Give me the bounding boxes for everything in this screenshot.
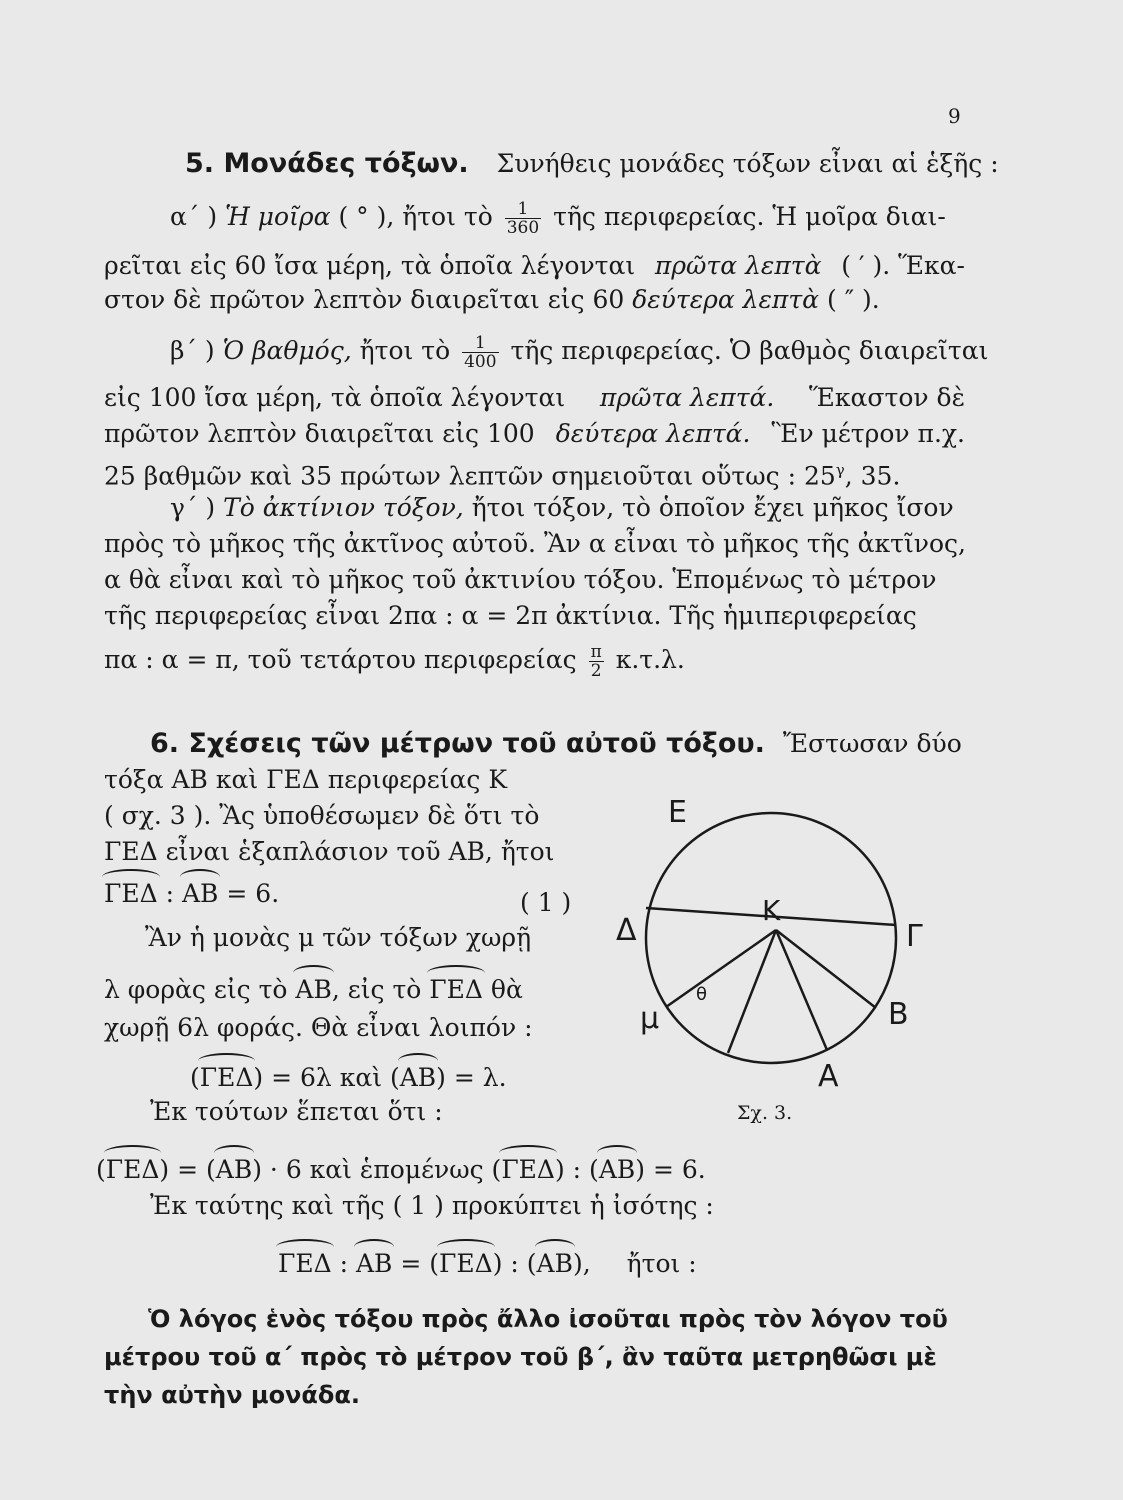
- item-c-line4: τῆς περιφερείας εἶναι 2πα : α = 2π ἀκτίνια. Τῆς ἡμιπεριφερείας: [104, 601, 917, 630]
- fraction-1-360: [505, 200, 541, 237]
- conclusion-line3: τὴν αὐτὴν μονάδα.: [104, 1381, 360, 1409]
- item-a-hotoi: ἤτοι τὸ: [402, 202, 493, 231]
- text: , εἰς τὸ: [331, 975, 422, 1004]
- text: εἰς 100 ἴσα μέρη, τὰ ὁποῖα λέγονται: [104, 383, 566, 412]
- text: ( ″ ).: [827, 285, 880, 314]
- text: στον δὲ πρῶτον λεπτὸν διαιρεῖται εἰς 60: [104, 285, 625, 314]
- item-b-label: β΄ ): [170, 336, 215, 365]
- conclusion-line2: μέτρου τοῦ α΄ πρὸς τὸ μέτρον τοῦ β΄, ἂν ταῦτα μετρηθῶσι μὲ: [104, 1343, 937, 1371]
- figure-caption: Σχ. 3.: [737, 1102, 793, 1124]
- op: =: [400, 1249, 422, 1278]
- op: :: [339, 1249, 349, 1278]
- op: :: [510, 1249, 519, 1278]
- arc-GED: ΓΕΔ: [501, 1155, 555, 1184]
- text: λ φορὰς εἰς τὸ: [104, 975, 288, 1004]
- item-a-term: Ἡ μοῖρα: [225, 202, 331, 231]
- text: ( ′ ). Ἕκα-: [841, 251, 965, 280]
- label-theta: θ: [696, 984, 708, 1005]
- arc-AB: ΑΒ: [182, 879, 219, 908]
- item-c-line5: [104, 643, 685, 680]
- arc-GED: ΓΕΔ: [104, 879, 158, 908]
- radius-K-mu: [666, 930, 776, 1007]
- radius-K-B: [776, 930, 876, 1008]
- item-b-term: Ὁ βαθμός,: [222, 336, 352, 365]
- term: δεύτερα λεπτὰ: [632, 285, 820, 314]
- label-A: Α: [818, 1059, 839, 1094]
- frac-num: 1: [462, 334, 498, 353]
- op: =: [177, 1155, 199, 1184]
- op: = 6.: [226, 879, 280, 908]
- s6-line9: Ἐκ τούτων ἕπεται ὅτι :: [150, 1097, 443, 1126]
- fraction-1-400: [462, 334, 498, 371]
- text: πα : α = π, τοῦ τετάρτου περιφερείας: [104, 645, 577, 674]
- item-a-line1: [170, 200, 965, 237]
- text: θὰ: [490, 975, 523, 1004]
- arc-AB: ΑΒ: [598, 1155, 636, 1184]
- equation-1-tag: ( 1 ): [520, 888, 572, 917]
- equation-4: ΓΕΔ : ΑΒ = (ΓΕΔ) : (ΑΒ), ἤτοι :: [278, 1249, 697, 1278]
- fraction-pi-2: [589, 643, 604, 680]
- item-a-label: α΄ ): [170, 202, 218, 231]
- op: = 6.: [652, 1155, 706, 1184]
- text: · 6 καὶ ἑπομένως: [269, 1155, 484, 1184]
- term: πρῶτα λεπτά.: [599, 383, 775, 412]
- degree-symbol: ( ° ),: [338, 202, 395, 231]
- item-c-line1: [170, 492, 965, 524]
- conclusion-line1: Ὁ λόγος ἑνὸς τόξου πρὸς ἄλλο ἰσοῦται πρὸς τὸν λόγον τοῦ: [148, 1305, 948, 1333]
- frac-num: π: [590, 642, 602, 662]
- term: πρῶτα λεπτὰ: [654, 251, 822, 280]
- s6-line6: [104, 974, 523, 1006]
- item-c-line2: πρὸς τὸ μῆκος τῆς ἀκτῖνος αὐτοῦ. Ἂν α εἶναι τὸ μῆκος τῆς ἀκτῖνος,: [104, 529, 966, 558]
- arc-GED: ΓΕΔ: [199, 1063, 254, 1092]
- equation-1: [104, 878, 279, 910]
- s6-line5: Ἂν ἡ μονὰς μ τῶν τόξων χωρῇ: [145, 923, 532, 952]
- text: ρεῖται εἰς 60 ἴσα μέρη, τὰ ὁποῖα λέγονται: [104, 251, 636, 280]
- op: :: [165, 879, 175, 908]
- frac-num: 1: [505, 200, 541, 219]
- arc-GED: ΓΕΔ: [105, 1155, 160, 1184]
- section5-heading: 5. Μονάδες τόξων.: [185, 148, 469, 179]
- label-E: Ε: [668, 795, 687, 830]
- item-a-line2: [104, 250, 965, 282]
- label-Gamma: Γ: [906, 919, 923, 954]
- item-b-hotoi: ἤτοι τὸ: [359, 336, 451, 365]
- text: , 35.: [844, 461, 901, 491]
- item-c-label: γ΄ ): [170, 493, 216, 522]
- text: = 6λ καὶ: [271, 1063, 383, 1092]
- arc-AB: ΑΒ: [399, 1063, 437, 1092]
- frac-den: 2: [590, 661, 602, 681]
- text: κ.τ.λ.: [615, 645, 685, 674]
- s6-line3: ΓΕΔ εἶναι ἑξαπλάσιον τοῦ ΑΒ, ἤτοι: [104, 837, 555, 866]
- section6-heading-rest: Ἔστωσαν δύο: [782, 729, 962, 758]
- label-K: Κ: [762, 894, 781, 927]
- item-c-rest: ἤτοι τόξον, τὸ ὁποῖον ἔχει μῆκος ἴσον: [471, 493, 954, 522]
- item-a-line3: [104, 284, 880, 316]
- text: Ἕκαστον δὲ: [809, 383, 965, 412]
- item-c-term: Τὸ ἀκτίνιον τόξον,: [223, 493, 464, 522]
- s6-line7: χωρῇ 6λ φοράς. Θὰ εἶναι λοιπόν :: [104, 1013, 533, 1042]
- frac-den: 360: [506, 218, 540, 238]
- arc-AB: ΑΒ: [536, 1249, 573, 1278]
- section6-heading-line: [150, 728, 965, 760]
- label-B: Β: [888, 997, 909, 1032]
- text: πρῶτον λεπτὸν διαιρεῖται εἰς 100: [104, 419, 535, 448]
- figure-3-circle-diagram: [600, 780, 960, 1130]
- s6-line1: τόξα ΑΒ καὶ ΓΕΔ περιφερείας Κ: [104, 765, 508, 794]
- s6-line2: ( σχ. 3 ). Ἂς ὑποθέσωμεν δὲ ὅτι τὸ: [104, 801, 540, 830]
- term: δεύτερα λεπτά.: [555, 419, 751, 448]
- equation-2: (ΓΕΔ) = 6λ καὶ (ΑΒ) = λ.: [190, 1063, 507, 1092]
- item-a-rest: τῆς περιφερείας. Ἡ μοῖρα διαι-: [553, 202, 946, 231]
- item-c-line3: α θὰ εἶναι καὶ τὸ μῆκος τοῦ ἀκτινίου τόξου. Ἑπομένως τὸ μέτρον: [104, 565, 937, 594]
- text: Ἓν μέτρον π.χ.: [771, 419, 965, 448]
- arc-GED: ΓΕΔ: [439, 1249, 493, 1278]
- section5-heading-line: [185, 148, 999, 180]
- label-Delta: Δ: [616, 913, 637, 948]
- section5-intro: Συνήθεις μονάδες τόξων εἶναι αἱ ἑξῆς :: [496, 149, 999, 178]
- circle-K: [646, 813, 896, 1063]
- item-b-rest: τῆς περιφερείας. Ὁ βαθμὸς διαιρεῖται: [510, 336, 989, 365]
- arc-AB: ΑΒ: [295, 975, 332, 1004]
- text: ἤτοι :: [626, 1249, 697, 1278]
- item-b-line4: [104, 454, 900, 492]
- text: 25 βαθμῶν καὶ 35 πρώτων λεπτῶν σημειοῦται οὕτως : 25: [104, 461, 836, 491]
- op: :: [572, 1155, 582, 1184]
- radius-K-x: [728, 930, 776, 1053]
- label-mu: μ: [640, 1001, 660, 1036]
- arc-GED: ΓΕΔ: [278, 1249, 332, 1278]
- frac-den: 400: [464, 352, 497, 372]
- equation-3: (ΓΕΔ) = (ΑΒ) · 6 καὶ ἑπομένως (ΓΕΔ) : (ΑΒ) = 6.: [96, 1155, 706, 1184]
- text: = λ.: [453, 1063, 507, 1092]
- grad-superscript: γ: [835, 461, 845, 479]
- s6-line11: Ἐκ ταύτης καὶ τῆς ( 1 ) προκύπτει ἡ ἰσότης :: [150, 1191, 714, 1220]
- arc-AB: ΑΒ: [215, 1155, 253, 1184]
- item-b-line2: [104, 382, 965, 414]
- arc-GED: ΓΕΔ: [429, 975, 483, 1004]
- item-b-line3: [104, 418, 965, 450]
- page-number: 9: [948, 104, 961, 128]
- arc-AB: ΑΒ: [356, 1249, 393, 1278]
- radius-K-A: [776, 930, 827, 1050]
- section6-heading: 6. Σχέσεις τῶν μέτρων τοῦ αὐτοῦ τόξου.: [150, 728, 765, 759]
- item-b-line1: [170, 333, 989, 372]
